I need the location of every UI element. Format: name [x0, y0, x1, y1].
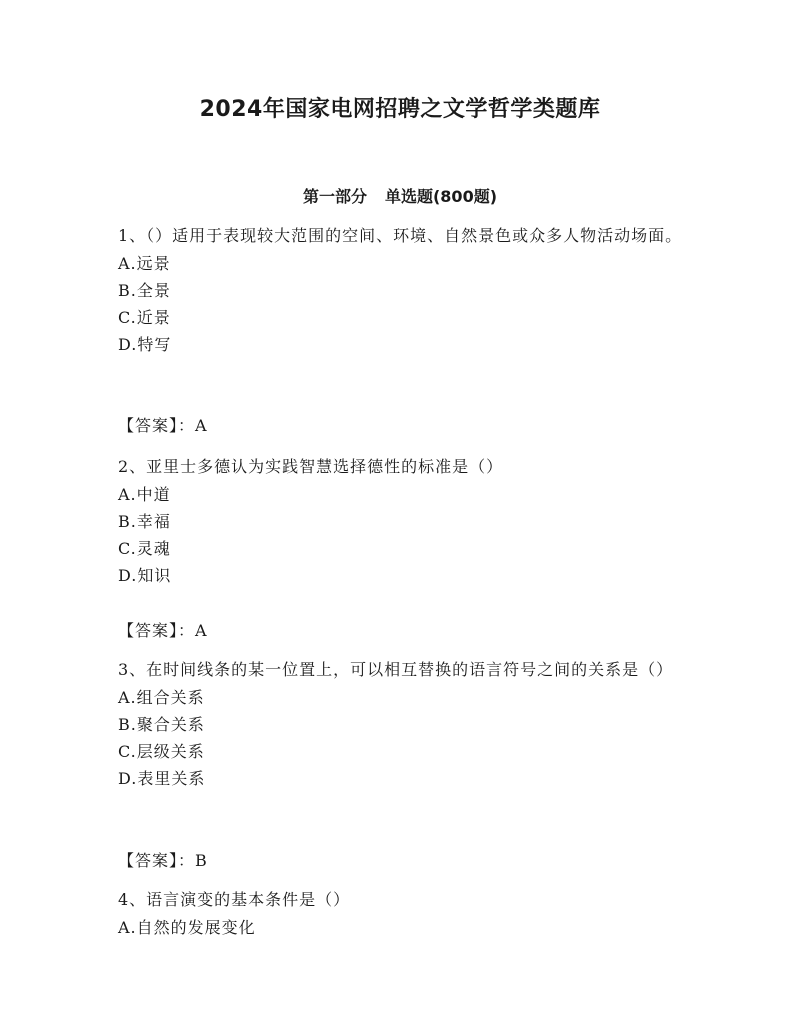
- option-c: C.灵魂: [118, 539, 171, 558]
- question-3: [118, 656, 688, 792]
- question-stem: 2、亚里士多德认为实践智慧选择德性的标准是（）: [118, 457, 504, 476]
- question-stem: 4、语言演变的基本条件是（）: [118, 890, 351, 909]
- option-a: A.中道: [118, 485, 171, 504]
- option-d: D.特写: [118, 335, 172, 354]
- option-c: C.层级关系: [118, 742, 205, 761]
- question-stem: 1、（）适用于表现较大范围的空间、环境、自然景色或众多人物活动场面。: [118, 226, 683, 245]
- option-a: A.组合关系: [118, 688, 205, 707]
- document-title: 2024年国家电网招聘之文学哲学类题库: [199, 97, 601, 122]
- question-stem: 3、在时间线条的某一位置上，可以相互替换的语言符号之间的关系是（）: [118, 660, 674, 679]
- question-4: [118, 886, 688, 941]
- option-d: D.表里关系: [118, 769, 206, 788]
- option-b: B.全景: [118, 281, 171, 300]
- option-d: D.知识: [118, 566, 172, 585]
- option-b: B.聚合关系: [118, 715, 205, 734]
- section-part: 第一部分: [302, 187, 367, 206]
- option-a: A.自然的发展变化: [118, 918, 256, 937]
- option-c: C.近景: [118, 308, 171, 327]
- section-name: 单选题(800题): [384, 187, 498, 206]
- section-title: [0, 184, 800, 207]
- answer-2: 【答案】：A: [118, 621, 208, 640]
- answer-3: 【答案】：B: [118, 851, 208, 870]
- option-b: B.幸福: [118, 512, 171, 531]
- question-2: [118, 453, 688, 589]
- question-1: [118, 222, 688, 358]
- answer-1: 【答案】：A: [118, 416, 208, 435]
- option-a: A.远景: [118, 254, 171, 273]
